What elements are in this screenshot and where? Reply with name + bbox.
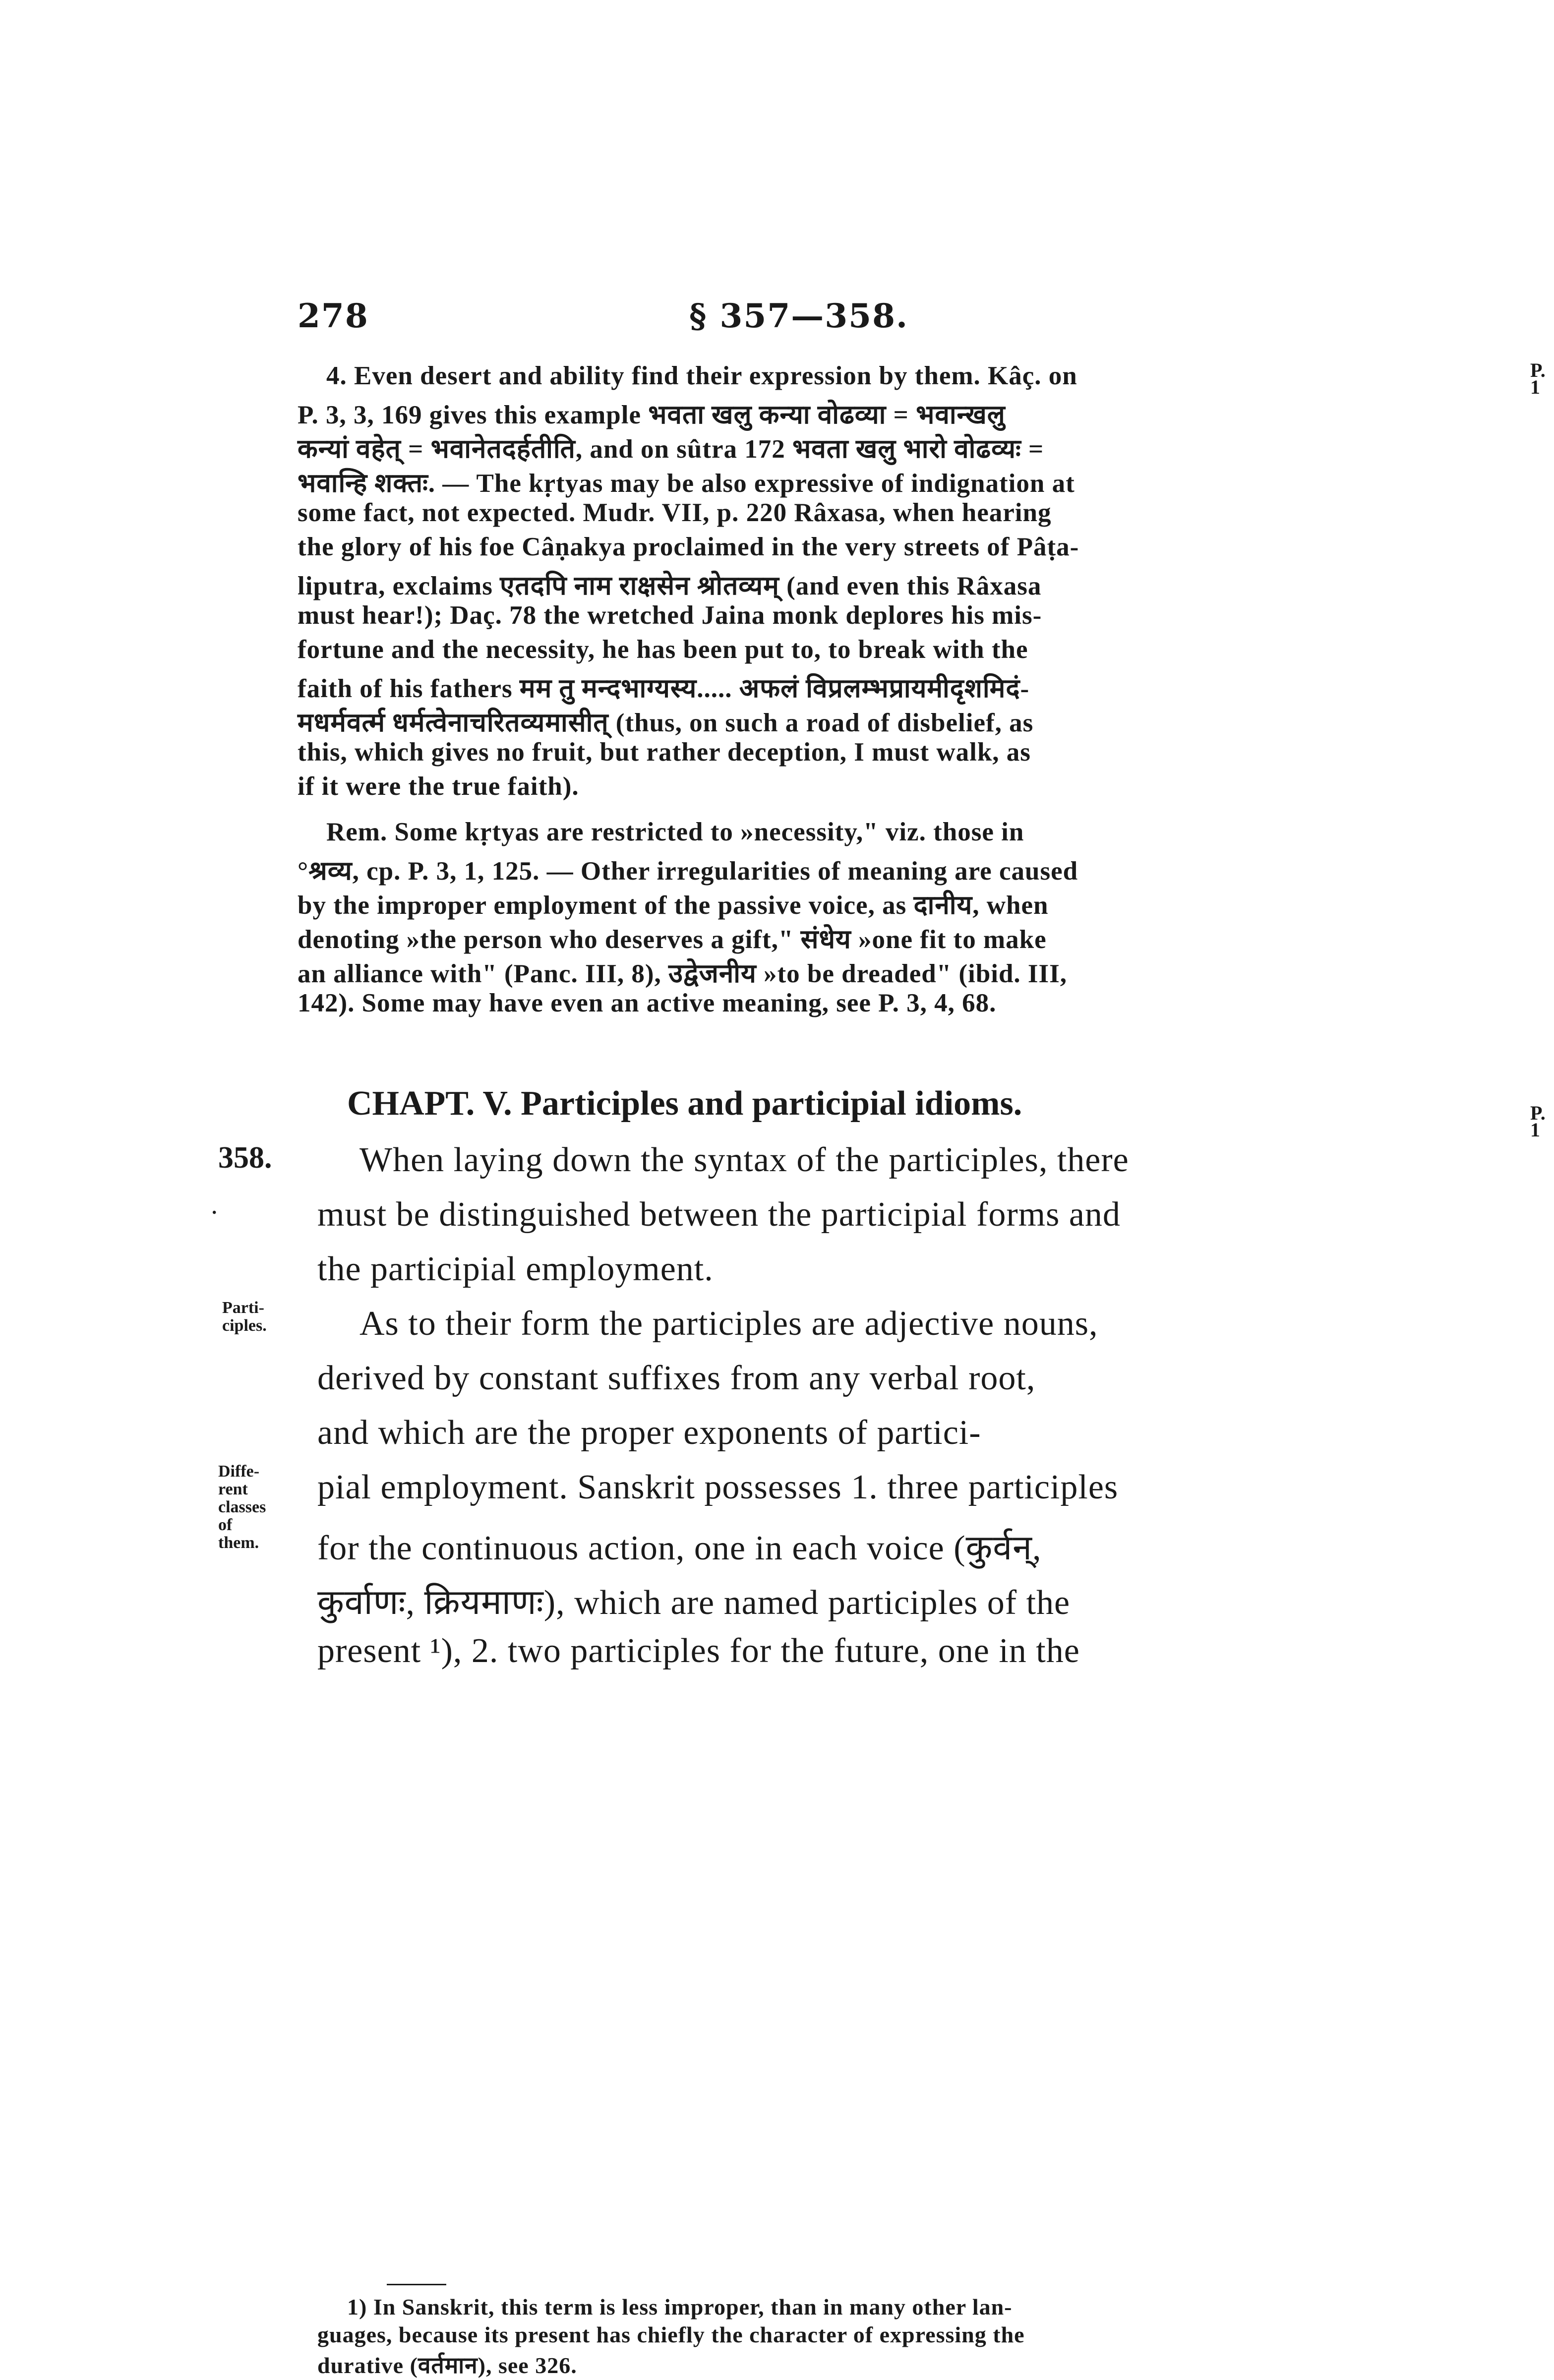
footnote-line: durative (वर्तमान), see 326. <box>317 2353 577 2378</box>
footnote-line: guages, because its present has chiefly the character of expressing the <box>317 2322 1025 2347</box>
body-line: and which are the proper exponents of partici- <box>317 1414 981 1452</box>
body-line: pial employment. Sanskrit possesses 1. three participles <box>317 1468 1119 1506</box>
chapter-title: CHAPT. V. Participles and participial idioms. <box>347 1084 1022 1123</box>
paragraph-line: the glory of his foe Câṇakya proclaimed in the very streets of Pâṭa- <box>298 533 1079 561</box>
paragraph-line: faith of his fathers मम तु मन्दभाग्यस्य..... अफलं विप्रलम्भप्रायमीदृशमिदं- <box>298 674 1030 703</box>
paragraph-line: 4. Even desert and ability find their expression by them. Kâç. on <box>326 361 1077 390</box>
body-line: for the continuous action, one in each voice (कुर्वन्, <box>317 1529 1042 1567</box>
body-line: कुर्वाणः, क्रियमाणः), which are named participles of the <box>317 1584 1071 1622</box>
paragraph-line: if it were the true faith). <box>298 772 579 801</box>
remark-line: an alliance with" (Panc. III, 8), उद्वेजनीय »to be dreaded" (ibid. III, <box>298 959 1068 988</box>
paragraph-line: कन्यां वहेत् = भवानेतदर्हतीति, and on sûtra 172 भवता खलु भारो वोढव्यः = <box>298 435 1044 464</box>
paragraph-line: this, which gives no fruit, but rather deception, I must walk, as <box>298 738 1031 767</box>
paragraph-line: liputra, exclaims एतदपि नाम राक्षसेन श्रोतव्यम् (and even this Râxasa <box>298 572 1042 600</box>
remark-line: by the improper employment of the passive voice, as दानीय, when <box>298 891 1049 920</box>
section-number: 358. <box>218 1141 272 1175</box>
margin-note-participles: Parti- ciples. <box>222 1299 267 1335</box>
bullet-dot: • <box>212 1206 217 1219</box>
body-line: When laying down the syntax of the participles, there <box>359 1141 1129 1179</box>
paragraph-line: P. 3, 3, 169 gives this example भवता खलु कन्या वोढव्या = भवान्खलु <box>298 401 1006 429</box>
remark-line: 142). Some may have even an active meaning, see P. 3, 4, 68. <box>298 989 997 1017</box>
page-number: 278 <box>298 297 369 335</box>
remark-line: denoting »the person who deserves a gift," संधेय »one fit to make <box>298 925 1047 954</box>
paragraph-line: मधर्मवर्त्म धर्मत्वेनाचरितव्यमासीत् (thus, on such a road of disbelief, as <box>298 709 1034 737</box>
body-line: the participial employment. <box>317 1250 714 1288</box>
body-line: must be distinguished between the participial forms and <box>317 1195 1121 1234</box>
edge-mark-bottom: P. 1 <box>1530 1102 1546 1141</box>
remark-line: Rem. Some kṛtyas are restricted to »necessity," viz. those in <box>326 818 1024 846</box>
paragraph-line: must hear!); Daç. 78 the wretched Jaina monk deplores his mis- <box>298 601 1042 630</box>
body-line: present ¹), 2. two participles for the future, one in the <box>317 1632 1080 1670</box>
paragraph-line: भवान्हि शक्तः. — The kṛtyas may be also expressive of indignation at <box>298 469 1075 498</box>
paragraph-line: fortune and the necessity, he has been put to, to break with the <box>298 635 1028 664</box>
footnote-separator <box>387 2284 446 2285</box>
section-range: § 357—358. <box>689 297 909 335</box>
body-line: As to their form the participles are adjective nouns, <box>359 1305 1098 1343</box>
margin-note-different-classes: Diffe- rent classes of them. <box>218 1462 266 1552</box>
paragraph-line: some fact, not expected. Mudr. VII, p. 220 Râxasa, when hearing <box>298 498 1052 527</box>
remark-line: °श्रव्य, cp. P. 3, 1, 125. — Other irregularities of meaning are caused <box>298 857 1078 886</box>
edge-mark-top: P. 1 <box>1530 359 1546 398</box>
footnote-line: 1) In Sanskrit, this term is less improper, than in many other lan- <box>347 2294 1013 2320</box>
body-line: derived by constant suffixes from any verbal root, <box>317 1359 1036 1397</box>
